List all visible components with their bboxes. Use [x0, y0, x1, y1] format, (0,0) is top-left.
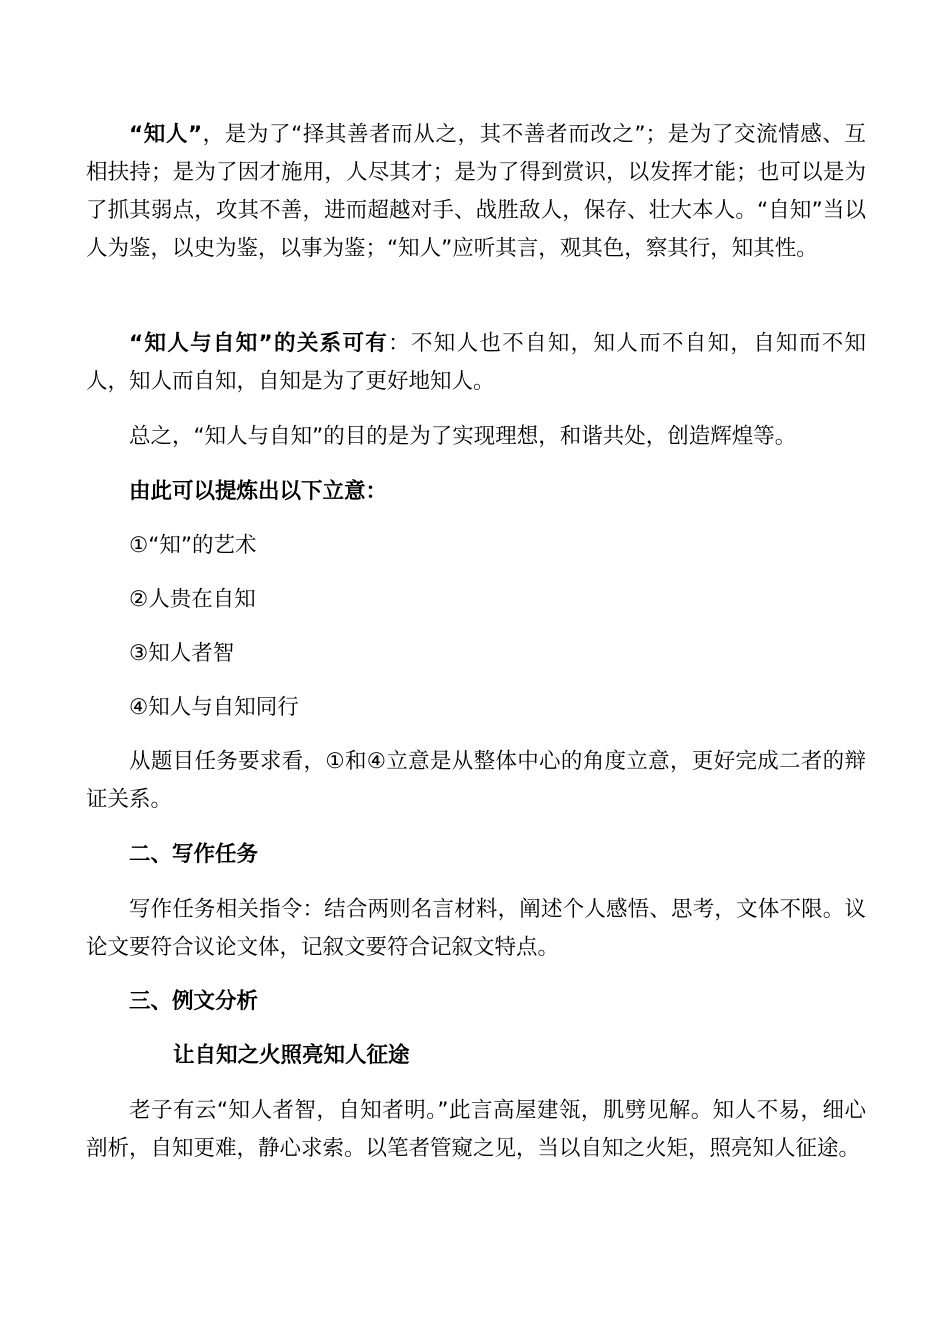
list-item: ②人贵在自知	[129, 587, 256, 612]
paragraph-relationship-bold: “知人与自知”的关系可有	[129, 331, 389, 356]
paragraph-zhiren	[86, 116, 866, 268]
essay-title: 让自知之火照亮知人征途	[173, 1043, 410, 1068]
paragraph-summary: 总之，“知人与自知”的目的是为了实现理想，和谐共处，创造辉煌等。	[129, 424, 797, 449]
list-item: ④知人与自知同行	[129, 695, 299, 720]
paragraph-intro-theses: 由此可以提炼出以下立意：	[129, 479, 388, 504]
section-heading-writing-task: 二、写作任务	[129, 842, 259, 867]
paragraph-relationship-text: ：不知人也不自知，知人而不自知，自知而不知人，知人而自知，自知是为了更好地知人。	[86, 331, 866, 394]
section-heading-example-analysis: 三、例文分析	[129, 989, 259, 1014]
list-item: ③知人者智	[129, 641, 235, 666]
list-item: ①“知”的艺术	[129, 533, 257, 558]
paragraph-zhiren-bold: “知人”	[129, 122, 203, 147]
paragraph-zhiren-text: ，是为了“择其善者而从之，其不善者而改之”；是为了交流情感、互相扶持；是为了因才施用，人尽其才；是为了得到赏识，以发挥才能；也可以是为了抓其弱点，攻其不善，进而超越对手、战胜敌人，保存、壮大本人。“自知”当以人为鉴，以史为鉴，以事为鉴；“知人”应听其言，观其色，察其行，知其性。	[86, 122, 866, 261]
paragraph-essay-opening: 老子有云“知人者智，自知者明。”此言高屋建瓴，肌劈见解。知人不易，细心剖析，自知更难，静心求索。以笔者管窥之见，当以自知之火矩，照亮知人征途。	[86, 1098, 866, 1161]
paragraph-relationship	[86, 325, 866, 401]
paragraph-task-view: 从题目任务要求看，①和④立意是从整体中心的角度立意，更好完成二者的辩证关系。	[86, 749, 866, 812]
paragraph-writing-task: 写作任务相关指令：结合两则名言材料，阐述个人感悟、思考，文体不限。议论文要符合议论文体，记叙文要符合记叙文特点。	[86, 897, 866, 960]
